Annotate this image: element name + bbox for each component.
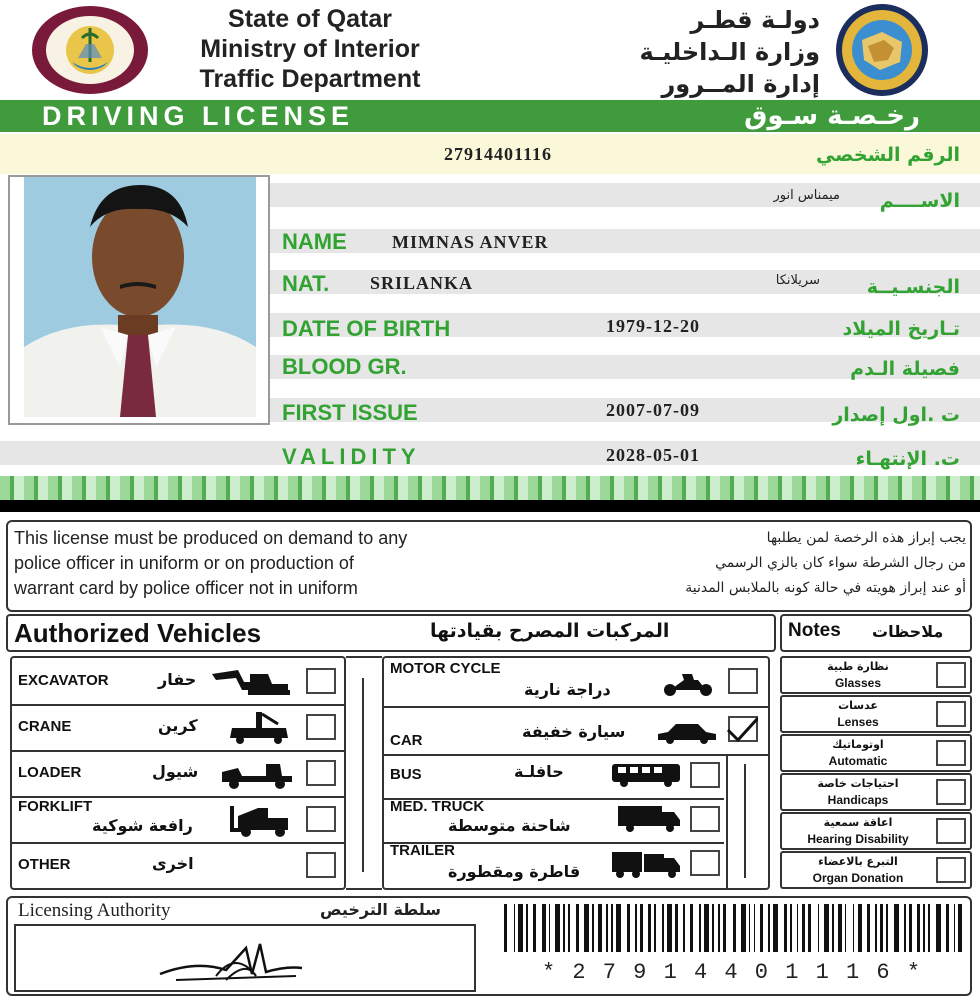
barcode-bar — [662, 904, 664, 952]
hearing-checkbox[interactable] — [936, 818, 966, 844]
vehicle-row-loader — [12, 750, 344, 798]
license-title-ar: رخـصـة سـوق — [744, 101, 920, 131]
vehicle-label-ar: كرين — [158, 716, 198, 735]
excavator-icon — [208, 668, 294, 696]
vehicle-label-ar: حفار — [158, 670, 197, 689]
header-ar-line-state: دولـة قطـر — [690, 6, 820, 34]
portrait-image — [10, 177, 268, 423]
notes-title-en: Notes — [788, 620, 841, 641]
trailer-checkbox[interactable] — [690, 850, 720, 876]
vehicle-label: MOTOR CYCLE — [390, 660, 501, 677]
nationality-value-ar: سريلانكا — [775, 273, 820, 288]
note-label: Automatic — [828, 754, 888, 768]
note-label-ar: اوتوماتيك — [832, 738, 884, 751]
barcode-bar — [576, 904, 579, 952]
car-icon — [656, 720, 718, 744]
trailer-truck-icon — [610, 850, 682, 880]
barcode-bar — [648, 904, 651, 952]
vehicle-row-medium-truck — [384, 798, 724, 844]
barcode-bar — [549, 904, 551, 952]
card-divider — [0, 500, 980, 512]
barcode-bar — [640, 904, 643, 952]
loader-checkbox[interactable] — [306, 760, 336, 786]
barcode-bar — [733, 904, 736, 952]
left-vehicle-rows — [12, 658, 344, 888]
decorative-pattern-strip — [0, 476, 980, 500]
barcode-bar — [768, 904, 770, 952]
name-label: NAME — [282, 229, 347, 254]
blood-group-label-ar: فصيلة الـدم — [850, 358, 960, 380]
holder-photo — [8, 175, 270, 425]
loader-icon — [220, 758, 296, 790]
dob-label-ar: تـاريخ الميلاد — [842, 318, 960, 340]
vehicle-label: TRAILER — [390, 842, 455, 859]
notice-ar-line: أو عند إبراز هويته في حالة كونه بالملابس المدنية — [685, 580, 966, 596]
barcode-bar — [555, 904, 560, 952]
note-label: Lenses — [837, 715, 879, 729]
barcode-bar — [832, 904, 834, 952]
barcode-bar — [611, 904, 613, 952]
header-ar-line-ministry: وزارة الـداخليـة — [639, 38, 820, 66]
nationality-label: NAT. — [282, 271, 330, 296]
nationality-value: SRILANKA — [370, 273, 474, 293]
note-item-hearing — [780, 812, 972, 850]
vehicle-label: EXCAVATOR — [18, 672, 109, 689]
barcode-bar — [853, 904, 855, 952]
motorcycle-icon — [660, 668, 716, 698]
vehicle-label-ar: رافعة شوكية — [92, 816, 193, 835]
vehicle-label: OTHER — [18, 856, 71, 873]
excavator-checkbox[interactable] — [306, 668, 336, 694]
barcode-bar — [845, 904, 847, 952]
note-label-ar: التبرع بالاعضاء — [818, 855, 898, 868]
vehicle-row-bus — [384, 754, 724, 800]
note-item-organ-donation — [780, 851, 972, 889]
barcode-bar — [598, 904, 601, 952]
bus-checkbox[interactable] — [690, 762, 720, 788]
vehicle-label-ar: شيول — [152, 762, 199, 781]
barcode-bar — [654, 904, 656, 952]
medium-truck-checkbox[interactable] — [690, 806, 720, 832]
right-panel-bracket — [726, 754, 766, 888]
dob-label: DATE OF BIRTH — [282, 316, 451, 341]
licensing-authority-label: Licensing Authority — [18, 900, 171, 921]
vehicle-row-car — [384, 706, 768, 756]
barcode-bar — [606, 904, 608, 952]
right-vehicle-rows — [384, 658, 768, 888]
barcode-bar — [917, 904, 920, 952]
license-back — [0, 512, 980, 1000]
note-label-ar: عدسات — [838, 699, 878, 712]
barcode-bar — [533, 904, 536, 952]
id-label-ar: الرقم الشخصي — [815, 144, 960, 166]
dob-value: 1979-12-20 — [606, 316, 700, 336]
barcode-bar — [894, 904, 899, 952]
vehicle-label: LOADER — [18, 764, 82, 781]
vehicle-label: CAR — [390, 732, 423, 749]
barcode-bar — [784, 904, 787, 952]
barcode-bar — [675, 904, 678, 952]
barcode-bar — [683, 904, 685, 952]
motorcycle-checkbox[interactable] — [728, 668, 758, 694]
header-english — [150, 4, 470, 94]
barcode-bar — [749, 904, 751, 952]
barcode-bar — [946, 904, 949, 952]
forklift-icon — [228, 802, 294, 838]
barcode-bar — [616, 904, 621, 952]
barcode-bar — [754, 904, 756, 952]
barcode-bar — [563, 904, 565, 952]
vehicles-center-separator — [346, 656, 382, 890]
vehicle-label-ar: دراجة نارية — [524, 680, 611, 699]
checkmark-icon — [724, 714, 758, 744]
automatic-checkbox[interactable] — [936, 740, 966, 766]
barcode-bar — [923, 904, 925, 952]
barcode-bar — [958, 904, 961, 952]
barcode-bar — [867, 904, 870, 952]
barcode-bar — [518, 904, 523, 952]
notice-line: This license must be produced on demand to any — [14, 528, 408, 548]
barcode-bar — [635, 904, 637, 952]
validity-label-ar: ت. الإنتهـاء — [855, 448, 960, 470]
barcode-bar — [875, 904, 877, 952]
barcode-bar — [886, 904, 888, 952]
note-item-lenses — [780, 695, 972, 733]
vehicle-row-forklift — [12, 796, 344, 844]
other-checkbox[interactable] — [306, 852, 336, 878]
barcode-bar — [909, 904, 912, 952]
barcode-bar — [818, 904, 820, 952]
signature-image — [156, 930, 306, 988]
barcode-number: * 2 7 9 1 4 4 0 1 1 1 6 * — [541, 960, 923, 985]
note-label-ar: نظارة طبية — [827, 660, 889, 673]
blood-group-label: BLOOD GR. — [282, 354, 407, 379]
first-issue-value: 2007-07-09 — [606, 400, 700, 420]
barcode-bar — [690, 904, 693, 952]
nationality-label-ar: الجنسـيــة — [866, 276, 960, 298]
glasses-checkbox[interactable] — [936, 662, 966, 688]
vehicle-label: MED. TRUCK — [390, 798, 485, 815]
vehicle-label: BUS — [390, 766, 422, 783]
id-number: 27914401116 — [444, 144, 553, 164]
license-title-en: DRIVING LICENSE — [42, 101, 355, 131]
validity-value: 2028-05-01 — [606, 445, 700, 465]
barcode-bar — [504, 904, 507, 952]
crane-truck-icon — [226, 710, 292, 746]
barcode-bar — [526, 904, 528, 952]
vehicle-row-excavator — [12, 658, 344, 706]
barcode-bar — [584, 904, 589, 952]
vehicle-row-other — [12, 842, 344, 888]
note-item-automatic — [780, 734, 972, 772]
note-label-ar: احتياجات خاصة — [817, 777, 899, 790]
notice-ar-line: يجب إبراز هذه الرخصة لمن يطلبها — [766, 530, 966, 546]
field-stripe — [270, 229, 980, 253]
vehicle-label-ar: حافلـة — [514, 762, 564, 781]
name-value: MIMNAS ANVER — [392, 232, 549, 252]
barcode-bar — [824, 904, 829, 952]
barcode-bar — [718, 904, 720, 952]
barcode-bar — [712, 904, 714, 952]
barcode — [500, 904, 964, 952]
vehicle-label-ar: سيارة خفيفة — [522, 722, 626, 741]
first-issue-label: FIRST ISSUE — [282, 400, 418, 425]
barcode-bar — [592, 904, 594, 952]
notice-english — [14, 526, 407, 601]
name-arabic-value: ميمناس انور — [773, 188, 840, 203]
barcode-bar — [704, 904, 709, 952]
forklift-checkbox[interactable] — [306, 806, 336, 832]
notes-title-ar: ملاحظات — [872, 622, 944, 641]
header-line-ministry: Ministry of Interior — [200, 35, 420, 63]
note-label: Organ Donation — [812, 871, 904, 885]
note-label: Hearing Disability — [807, 832, 909, 846]
barcode-bar — [741, 904, 746, 952]
header-ar-line-department: إدارة المــرور — [661, 70, 820, 98]
qatar-emblem-logo — [30, 4, 150, 96]
lenses-checkbox[interactable] — [936, 701, 966, 727]
car-checkbox[interactable] — [728, 716, 758, 742]
note-label: Glasses — [834, 676, 882, 690]
notice-line: police officer in uniform or on production of — [14, 553, 354, 573]
barcode-bar — [802, 904, 805, 952]
barcode-bar — [667, 904, 672, 952]
signature-box — [14, 924, 476, 992]
barcode-bar — [542, 904, 545, 952]
note-label: Handicaps — [827, 793, 889, 807]
crane-checkbox[interactable] — [306, 714, 336, 740]
notice-ar-line: من رجال الشرطة سواء كان بالزي الرسمي — [715, 555, 966, 571]
note-item-glasses — [780, 656, 972, 694]
vehicle-label: FORKLIFT — [18, 798, 93, 815]
vehicles-title-ar: المركبات المصرح بقيادتها — [430, 620, 670, 642]
barcode-bar — [880, 904, 883, 952]
organ-donation-checkbox[interactable] — [936, 857, 966, 883]
barcode-bar — [790, 904, 792, 952]
licensing-authority-label-ar: سلطة الترخيص — [320, 900, 441, 919]
barcode-bar — [838, 904, 841, 952]
barcode-bar — [723, 904, 726, 952]
barcode-bar — [760, 904, 763, 952]
header-line-department: Traffic Department — [199, 65, 421, 93]
vehicles-title-en: Authorized Vehicles — [14, 618, 262, 648]
barcode-bar — [514, 904, 516, 952]
barcode-bar — [936, 904, 941, 952]
vehicle-label-ar: اخرى — [152, 854, 194, 873]
barcode-bar — [858, 904, 863, 952]
truck-icon — [616, 804, 682, 834]
barcode-bar — [797, 904, 799, 952]
notice-arabic — [560, 526, 966, 601]
header-line-state: State of Qatar — [228, 5, 392, 33]
notes-column — [780, 656, 972, 890]
bus-icon — [610, 762, 682, 788]
vehicle-row-motorcycle — [384, 658, 768, 708]
name-label-ar: الاســــم — [879, 190, 960, 212]
barcode-bar — [928, 904, 930, 952]
notice-line: warrant card by police officer not in uniform — [14, 578, 358, 598]
barcode-bar — [808, 904, 811, 952]
gcc-emblem-logo — [822, 2, 942, 98]
header-arabic — [610, 4, 820, 100]
vehicle-label-ar: قاطرة ومقطورة — [448, 862, 581, 881]
note-label-ar: اعاقة سمعية — [823, 816, 893, 829]
note-item-handicaps — [780, 773, 972, 811]
barcode-bar — [773, 904, 778, 952]
vehicle-row-crane — [12, 704, 344, 752]
barcode-bar — [568, 904, 570, 952]
handicaps-checkbox[interactable] — [936, 779, 966, 805]
barcode-bar — [627, 904, 630, 952]
vehicle-label-ar: شاحنة متوسطة — [448, 816, 571, 835]
barcode-bar — [904, 904, 906, 952]
barcode-bar — [699, 904, 701, 952]
vehicle-row-trailer — [384, 842, 724, 888]
barcode-bar — [954, 904, 956, 952]
vehicle-label: CRANE — [18, 718, 72, 735]
validity-label: VALIDITY — [282, 444, 421, 469]
first-issue-label-ar: ت .اول إصدار — [832, 404, 960, 426]
